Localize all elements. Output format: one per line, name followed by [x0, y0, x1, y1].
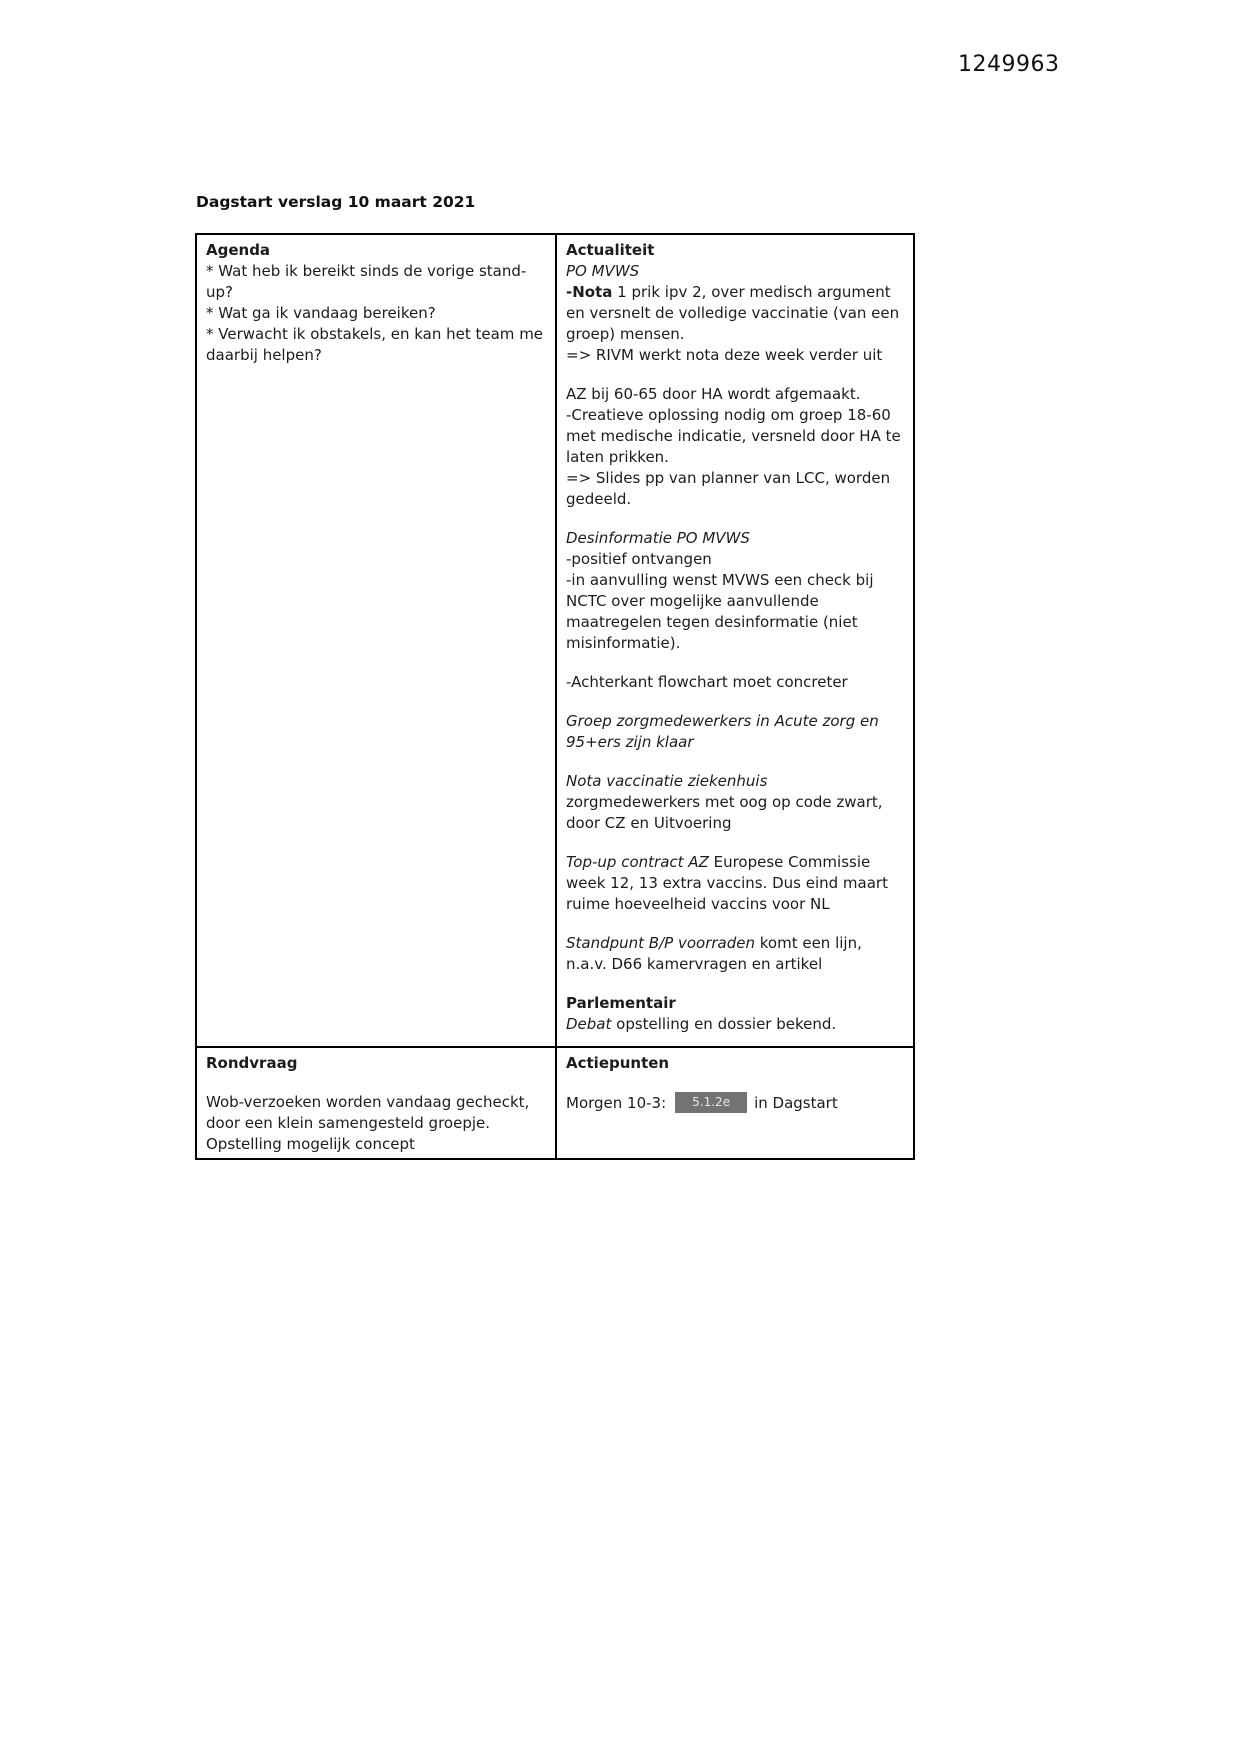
- spacer: [566, 975, 904, 993]
- creatieve-line: -Creatieve oplossing nodig om groep 18-60 met medische indicatie, versneld door HA te laten prikken.: [566, 406, 901, 466]
- po-mvws-title: PO MVWS: [566, 262, 640, 280]
- achterkant-line: -Achterkant flowchart moet concreter: [566, 673, 848, 691]
- slides-line: => Slides pp van planner van LCC, worden gedeeld.: [566, 469, 891, 508]
- dagstart-table: [195, 233, 915, 1160]
- actiepunten-suffix: in Dagstart: [754, 1094, 838, 1112]
- nota-vaccinatie-rest: zorgmedewerkers met oog op code zwart, door CZ en Uitvoering: [566, 793, 883, 832]
- rondvraag-text: Wob-verzoeken worden vandaag gecheckt, door een klein samengesteld groepje. Opstelling mogelijk concept: [206, 1093, 530, 1153]
- nota-paragraph: [566, 282, 904, 345]
- agenda-header: Agenda: [206, 241, 271, 259]
- debat-paragraph: [566, 1014, 904, 1035]
- actualiteit-cell: [557, 235, 913, 1048]
- spacer: [566, 1074, 904, 1092]
- standpunt-paragraph: [566, 933, 904, 975]
- standpunt-rest: komt een lijn, n.a.v. D66 kamervragen en artikel: [566, 934, 862, 973]
- document-number: 1249963: [958, 52, 1060, 77]
- actualiteit-header: Actualiteit: [566, 241, 655, 259]
- page-title: Dagstart verslag 10 maart 2021: [196, 193, 476, 211]
- spacer: [566, 834, 904, 852]
- nota-vaccinatie-paragraph: [566, 771, 904, 834]
- rondvraag-cell: [197, 1048, 557, 1158]
- nota-lead: -Nota: [566, 283, 613, 301]
- spacer: [566, 753, 904, 771]
- topup-title: Top-up contract AZ: [566, 853, 709, 871]
- agenda-cell: [197, 235, 557, 1048]
- spacer: [566, 510, 904, 528]
- spacer: [566, 654, 904, 672]
- groep-line: Groep zorgmedewerkers in Acute zorg en 95+ers zijn klaar: [566, 712, 879, 751]
- agenda-item: * Wat ga ik vandaag bereiken?: [206, 304, 436, 322]
- desinformatie-title: Desinformatie PO MVWS: [566, 529, 750, 547]
- debat-rest: opstelling en dossier bekend.: [611, 1015, 837, 1033]
- parlementair-header: Parlementair: [566, 994, 676, 1012]
- spacer: [206, 1074, 546, 1092]
- actiepunten-prefix: Morgen 10-3:: [566, 1094, 667, 1112]
- topup-rest: Europese Commissie week 12, 13 extra vaccins. Dus eind maart ruime hoeveelheid vaccins voor NL: [566, 853, 888, 913]
- positief-line: -positief ontvangen: [566, 550, 712, 568]
- topup-paragraph: [566, 852, 904, 915]
- nota-rest: 1 prik ipv 2, over medisch argument en versnelt de volledige vaccinatie (van een groep) mensen.: [566, 283, 900, 343]
- debat-title: Debat: [566, 1015, 612, 1033]
- redaction-box: 5.1.2e: [675, 1092, 747, 1113]
- spacer: [566, 366, 904, 384]
- spacer: [566, 915, 904, 933]
- nota-vaccinatie-title: Nota vaccinatie ziekenhuis: [566, 772, 768, 790]
- rondvraag-header: Rondvraag: [206, 1054, 298, 1072]
- actiepunten-line: [566, 1092, 904, 1114]
- actiepunten-header: Actiepunten: [566, 1054, 670, 1072]
- agenda-item: * Wat heb ik bereikt sinds de vorige stand-up?: [206, 262, 527, 301]
- az-line: AZ bij 60-65 door HA wordt afgemaakt.: [566, 385, 861, 403]
- rivm-line: => RIVM werkt nota deze week verder uit: [566, 346, 883, 364]
- standpunt-title: Standpunt B/P voorraden: [566, 934, 755, 952]
- aanvulling-line: -in aanvulling wenst MVWS een check bij NCTC over mogelijke aanvullende maatregelen tegen desinformatie (niet misinformatie).: [566, 571, 874, 652]
- spacer: [566, 693, 904, 711]
- actiepunten-cell: [557, 1048, 913, 1158]
- agenda-item: * Verwacht ik obstakels, en kan het team me daarbij helpen?: [206, 325, 544, 364]
